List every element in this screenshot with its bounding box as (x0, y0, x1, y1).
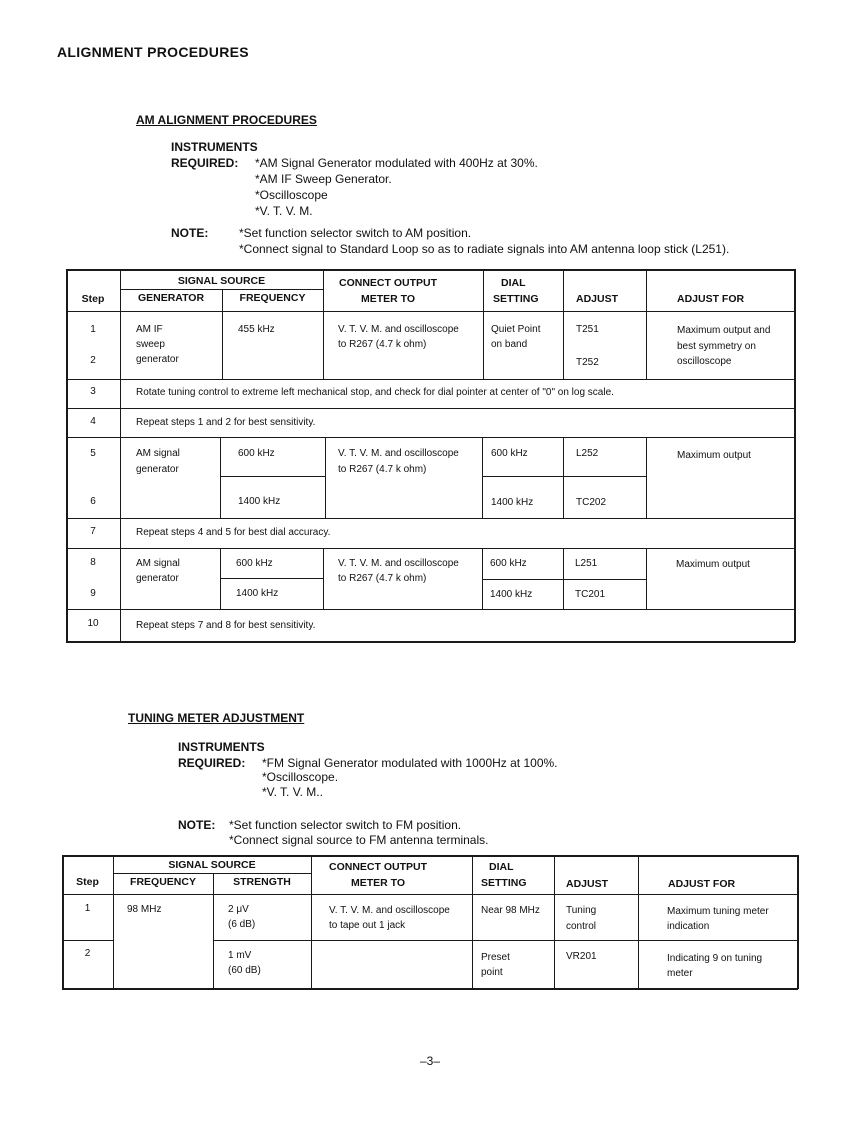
header-frequency: FREQUENCY (239, 292, 306, 304)
cell-generator: generator (136, 464, 179, 475)
cell-adjust: Tuning (566, 905, 597, 916)
cell-adjust-for: indication (667, 921, 710, 932)
am-note-label: NOTE: (171, 226, 209, 240)
cell-frequency: 1400 kHz (238, 496, 281, 507)
cell-meter: V. T. V. M. and oscilloscope (338, 324, 459, 335)
header-connect-output: CONNECT OUTPUT (329, 861, 427, 873)
header-frequency: FREQUENCY (130, 876, 196, 888)
cell-adjust: L251 (575, 558, 598, 569)
tuning-note-item: *Set function selector switch to FM position. (229, 818, 462, 832)
tuning-note-item: *Connect signal source to FM antenna terminals. (229, 833, 489, 847)
cell-dial: Preset (481, 952, 510, 963)
cell-adjust: TC201 (575, 589, 606, 600)
header-step: Step (81, 293, 105, 305)
step-number: 1 (84, 903, 91, 914)
cell-instruction: Repeat steps 1 and 2 for best sensitivity. (136, 417, 316, 428)
cell-dial: Quiet Point (491, 324, 541, 335)
cell-dial: 600 kHz (491, 448, 528, 459)
cell-generator: AM signal (136, 448, 180, 459)
cell-instruction: Rotate tuning control to extreme left mechanical stop, and check for dial pointer at center of "0" on log scale. (136, 387, 614, 398)
am-note-item: *Set function selector switch to AM position. (239, 226, 472, 240)
cell-adjust-for: Indicating 9 on tuning (667, 953, 763, 964)
tuning-note-label: NOTE: (178, 818, 216, 832)
step-number: 2 (90, 355, 96, 366)
cell-meter: to R267 (4.7 k ohm) (338, 573, 427, 584)
cell-adjust-for: best symmetry on (677, 341, 756, 352)
cell-generator: sweep (136, 339, 165, 350)
header-dial: DIAL (501, 277, 526, 289)
cell-strength: 1 mV (228, 950, 252, 961)
cell-adjust: TC202 (576, 497, 607, 508)
cell-dial: 1400 kHz (490, 589, 533, 600)
cell-adjust: T252 (576, 357, 599, 368)
header-adjust-for: ADJUST FOR (677, 293, 745, 305)
cell-strength: (6 dB) (228, 919, 256, 930)
cell-adjust-for: Maximum output and (677, 325, 771, 336)
cell-instruction: Repeat steps 7 and 8 for best sensitivity. (136, 620, 316, 631)
am-instrument-item: *V. T. V. M. (255, 204, 313, 218)
cell-adjust-for: Maximum output (677, 450, 751, 461)
cell-adjust-for: Maximum tuning meter (667, 906, 769, 917)
step-number: 2 (84, 948, 91, 959)
tuning-instruments-label: INSTRUMENTS (178, 740, 265, 754)
cell-generator: generator (136, 573, 179, 584)
step-number: 3 (90, 386, 96, 397)
header-connect-output: CONNECT OUTPUT (339, 277, 437, 289)
cell-adjust: control (566, 921, 597, 932)
am-note-item: *Connect signal to Standard Loop so as to radiate signals into AM antenna loop stick (L251). (239, 242, 730, 256)
cell-frequency: 1400 kHz (236, 588, 279, 599)
tuning-instrument-item: *FM Signal Generator modulated with 1000Hz at 100%. (262, 756, 558, 770)
step-number: 1 (90, 324, 96, 335)
tuning-section-heading: TUNING METER ADJUSTMENT (128, 711, 305, 725)
header-meter-to: METER TO (361, 293, 416, 305)
cell-meter: to R267 (4.7 k ohm) (338, 464, 427, 475)
step-number: 4 (90, 416, 96, 427)
cell-dial: 600 kHz (490, 558, 527, 569)
cell-generator: generator (136, 354, 179, 365)
cell-frequency: 455 kHz (238, 324, 275, 335)
header-setting: SETTING (481, 877, 527, 889)
cell-dial: 1400 kHz (491, 497, 534, 508)
tuning-instrument-item: *V. T. V. M.. (262, 785, 323, 799)
page-number: –3– (419, 1054, 441, 1068)
am-instrument-item: *AM Signal Generator modulated with 400Hz at 30%. (255, 156, 538, 170)
header-adjust-for: ADJUST FOR (668, 878, 736, 890)
step-number: 6 (90, 496, 96, 507)
am-instrument-item: *AM IF Sweep Generator. (255, 172, 392, 186)
step-number: 8 (90, 557, 96, 568)
cell-dial: point (481, 967, 503, 978)
tuning-instrument-item: *Oscilloscope. (262, 770, 339, 784)
cell-instruction: Repeat steps 4 and 5 for best dial accuracy. (136, 527, 331, 538)
cell-frequency: 600 kHz (236, 558, 273, 569)
header-generator: GENERATOR (137, 292, 205, 304)
cell-meter: V. T. V. M. and oscilloscope (338, 558, 459, 569)
header-signal-source: SIGNAL SOURCE (177, 275, 266, 287)
header-dial: DIAL (489, 861, 514, 873)
cell-dial: Near 98 MHz (481, 905, 540, 916)
step-number: 10 (87, 618, 99, 629)
cell-adjust: VR201 (566, 951, 597, 962)
cell-adjust: T251 (576, 324, 599, 335)
step-number: 9 (90, 588, 96, 599)
cell-adjust: L252 (576, 448, 599, 459)
cell-frequency: 98 MHz (127, 904, 162, 915)
cell-strength: (60 dB) (228, 965, 261, 976)
cell-generator: AM signal (136, 558, 180, 569)
cell-meter: V. T. V. M. and oscilloscope (338, 448, 459, 459)
header-adjust: ADJUST (576, 293, 619, 305)
cell-dial: on band (491, 339, 528, 350)
cell-frequency: 600 kHz (238, 448, 275, 459)
step-number: 7 (90, 526, 96, 537)
header-signal-source: SIGNAL SOURCE (168, 859, 256, 871)
tuning-required-label: REQUIRED: (178, 756, 246, 770)
page-title: ALIGNMENT PROCEDURES (57, 44, 249, 60)
header-adjust: ADJUST (566, 878, 609, 890)
cell-adjust-for: meter (667, 968, 693, 979)
cell-strength: 2 μV (228, 904, 249, 915)
header-strength: STRENGTH (233, 876, 291, 888)
step-number: 5 (90, 448, 96, 459)
cell-adjust-for: Maximum output (676, 559, 750, 570)
am-section-heading: AM ALIGNMENT PROCEDURES (136, 113, 317, 127)
am-required-label: REQUIRED: (171, 156, 239, 170)
am-instrument-item: *Oscilloscope (255, 188, 328, 202)
cell-meter: V. T. V. M. and oscilloscope (329, 905, 450, 916)
cell-meter: to R267 (4.7 k ohm) (338, 339, 427, 350)
am-instruments-label: INSTRUMENTS (171, 140, 258, 154)
cell-adjust-for: oscilloscope (677, 356, 732, 367)
cell-meter: to tape out 1 jack (329, 920, 406, 931)
cell-generator: AM IF (136, 324, 163, 335)
header-setting: SETTING (493, 293, 539, 305)
header-step: Step (76, 876, 99, 888)
header-meter-to: METER TO (351, 877, 406, 889)
